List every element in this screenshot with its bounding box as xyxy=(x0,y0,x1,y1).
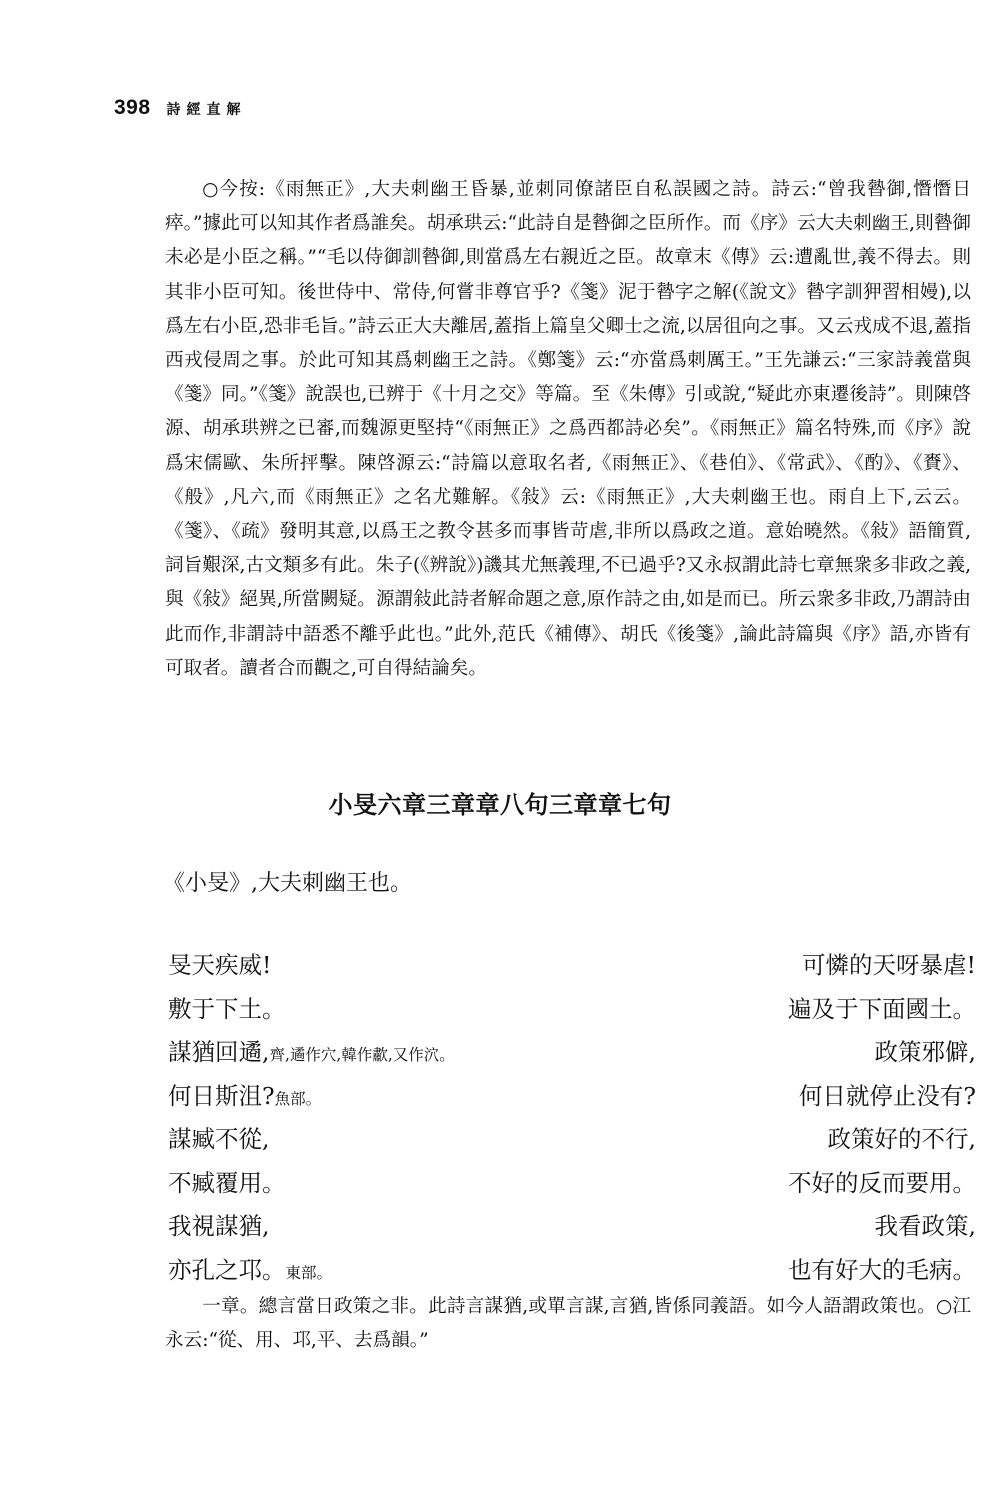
line-annotation: 魚部。 xyxy=(274,1089,322,1108)
original-line: 敷于下土。 xyxy=(168,994,286,1023)
page-number: 398 xyxy=(114,96,151,119)
translation-line: 何日就停止没有? xyxy=(798,1081,976,1110)
original-line: 謀臧不從, xyxy=(168,1125,270,1153)
poem-line xyxy=(168,990,976,1034)
poem-line xyxy=(168,1077,976,1121)
poem-line xyxy=(168,1033,976,1077)
page-header xyxy=(114,96,247,120)
line-annotation: 東部。 xyxy=(285,1263,333,1282)
poem-line xyxy=(168,1164,976,1208)
translation-line: 也有好大的毛病。 xyxy=(788,1255,976,1284)
chapter-note-text: 一章。總言當日政策之非。此詩言謀猶,或單言謀,言猶,皆係同義語。如今人語謂政策也。○江永云:“從、用、邛,平、去爲韻。” xyxy=(165,1296,971,1352)
poem-line xyxy=(168,1251,976,1295)
line-annotation: 齊,遹作穴,韓作歗,又作泬。 xyxy=(269,1046,455,1064)
section-title: 小旻六章三章章八句三章章七句 xyxy=(328,791,672,819)
poem-preface: 《小旻》,大夫刺幽王也。 xyxy=(163,871,412,896)
translation-line: 遍及于下面國土。 xyxy=(788,994,976,1023)
translation-line: 我看政策, xyxy=(874,1212,976,1240)
running-title: 詩經直解 xyxy=(166,102,247,118)
original-line: 不臧覆用。 xyxy=(168,1168,286,1197)
translation-line: 不好的反而要用。 xyxy=(788,1168,976,1197)
poem-stanza xyxy=(168,946,976,1294)
original-line: 亦孔之邛。東部。 xyxy=(168,1255,333,1284)
original-line: 旻天疾威! xyxy=(168,951,272,979)
translation-line: 政策好的不行, xyxy=(827,1125,976,1153)
original-line: 謀猶回遹,齊,遹作穴,韓作歗,又作泬。 xyxy=(168,1038,455,1066)
commentary-block xyxy=(165,173,971,686)
chapter-note xyxy=(165,1290,971,1358)
translation-line: 政策邪僻, xyxy=(874,1038,976,1066)
poem-line xyxy=(168,1120,976,1164)
original-line: 我視謀猶, xyxy=(168,1212,270,1240)
translation-line: 可憐的天呀暴虐! xyxy=(802,951,976,979)
commentary-paragraph: ○今按:《雨無正》,大夫刺幽王昏暴,並刺同僚諸臣自私誤國之詩。詩云:“曾我暬御,憯憯日瘁。”據此可以知其作者爲誰矣。胡承珙云:“此詩自是暬御之臣所作。而《序》云大夫刺幽王,則暬御未必是小臣之稱。”“毛以侍御訓暬御,則當爲左右親近之臣。故章末《傳》云:遭亂世,義不得去。則其非小臣可知。後世侍中、常侍,何嘗非尊官乎?《箋》泥于暬字之解(《說文》暬字訓狎習相嫚),以爲左右小臣,恐非毛旨。”詩云正大夫離居,蓋指上篇皇父卿士之流,以居徂向之事。又云戎成不退,蓋指西戎侵周之事。於此可知其爲刺幽王之詩。《鄭箋》云:“亦當爲刺厲王。”王先謙云:“三家詩義當與《箋》同。”《箋》說誤也,已辨于《十月之交》等篇。至《朱傳》引或說,“疑此亦東遷後詩”。則陳啓源、胡承珙辨之已審,而魏源更堅持“《雨無正》之爲西都詩必矣”。《雨無正》篇名特殊,而《序》說爲宋儒歐、朱所抨擊。陳啓源云:“詩篇以意取名者,《雨無正》、《巷伯》、《常武》、《酌》、《賚》、《般》,凡六,而《雨無正》之名尤難解。《敍》云:《雨無正》,大夫刺幽王也。雨自上下,云云。《箋》、《疏》發明其意,以爲王之教令甚多而事皆苛虐,非所以爲政之道。意始曉然。《敍》語簡質,詞旨艱深,古文類多有此。朱子(《辨說》)譏其尤無義理,不已過乎?又永叔謂此詩七章無衆多非政之義,與《敍》絕異,所當闕疑。源謂敍此詩者解命題之意,原作詩之由,如是而已。所云衆多非政,乃謂詩由此而作,非謂詩中語悉不離乎此也。”此外,范氏《補傳》、胡氏《後箋》,論此詩篇與《序》語,亦皆有可取者。讀者合而觀之,可自得結論矣。 xyxy=(165,179,971,679)
poem-line xyxy=(168,1207,976,1251)
original-line: 何日斯沮?魚部。 xyxy=(168,1081,322,1110)
poem-line xyxy=(168,946,976,990)
